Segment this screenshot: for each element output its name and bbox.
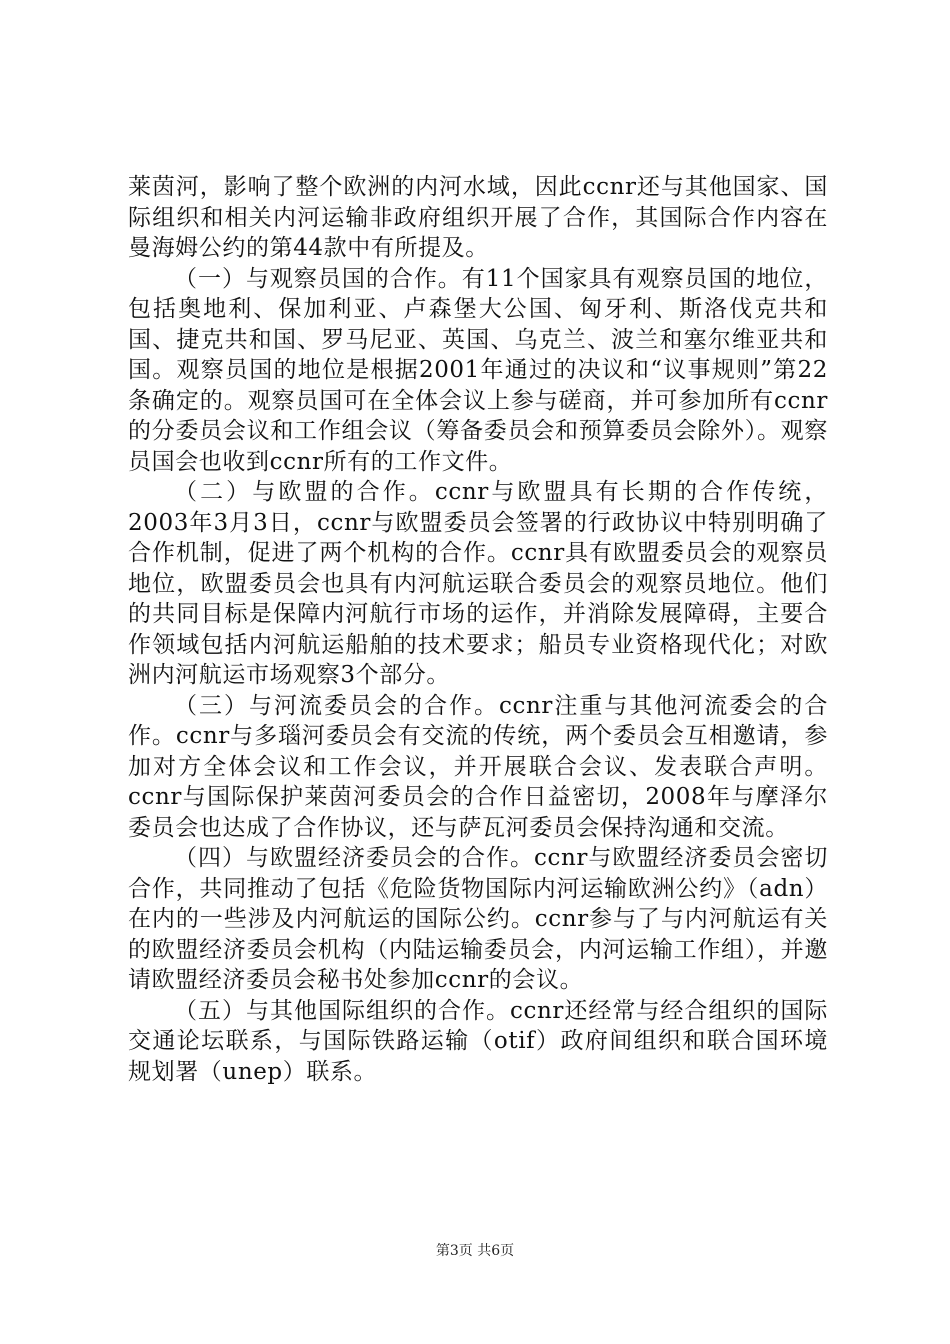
- paragraph-river-commissions: （三）与河流委员会的合作。ccnr注重与其他河流委会的合作。ccnr与多瑙河委员会有交流的传统，两个委员会互相邀请，参加对方全体会议和工作会议，并开展联合会议、发表联合声明。ccnr与国际保护莱茵河委员会的合作日益密切，2008年与摩泽尔委员会也达成了合作协议，还与萨瓦河委员会保持沟通和交流。: [128, 692, 828, 841]
- page-number: 第3页 共6页: [435, 1243, 515, 1259]
- paragraph-other-organizations: （五）与其他国际组织的合作。ccnr还经常与经合组织的国际交通论坛联系，与国际铁路运输（otif）政府间组织和联合国环境规划署（unep）联系。: [128, 997, 828, 1085]
- paragraph-intro-continuation: 莱茵河，影响了整个欧洲的内河水域，因此ccnr还与其他国家、国际组织和相关内河运输非政府组织开展了合作，其国际合作内容在曼海姆公约的第44款中有所提及。: [128, 174, 828, 261]
- document-body: [128, 172, 828, 1087]
- paragraph-eu-cooperation: （二）与欧盟的合作。ccnr与欧盟具有长期的合作传统，2003年3月3日，ccnr与欧盟委员会签署的行政协议中特别明确了合作机制，促进了两个机构的合作。ccnr具有欧盟委员会的观察员地位，欧盟委员会也具有内河航运联合委员会的观察员地位。他们的共同目标是保障内河航行市场的运作，并消除发展障碍，主要合作领域包括内河航运船舶的技术要求；船员专业资格现代化；对欧洲内河航运市场观察3个部分。: [128, 479, 828, 688]
- page-footer: [0, 1242, 950, 1260]
- paragraph-unece-cooperation: （四）与欧盟经济委员会的合作。ccnr与欧盟经济委员会密切合作，共同推动了包括《危险货物国际内河运输欧洲公约》（adn）在内的一些涉及内河航运的国际公约。ccnr参与了与内河航运有关的欧盟经济委员会机构（内陆运输委员会，内河运输工作组），并邀请欧盟经济委员会秘书处参加ccnr的会议。: [128, 845, 828, 993]
- paragraph-observer-states: （一）与观察员国的合作。有11个国家具有观察员国的地位，包括奥地利、保加利亚、卢森堡大公国、匈牙利、斯洛伐克共和国、捷克共和国、罗马尼亚、英国、乌克兰、波兰和塞尔维亚共和国。观察员国的地位是根据2001年通过的决议和“议事规则”第22条确定的。观察员国可在全体会议上参与磋商，并可参加所有ccnr的分委员会议和工作组会议（筹备委员会和预算委员会除外）。观察员国会也收到ccnr所有的工作文件。: [128, 265, 828, 475]
